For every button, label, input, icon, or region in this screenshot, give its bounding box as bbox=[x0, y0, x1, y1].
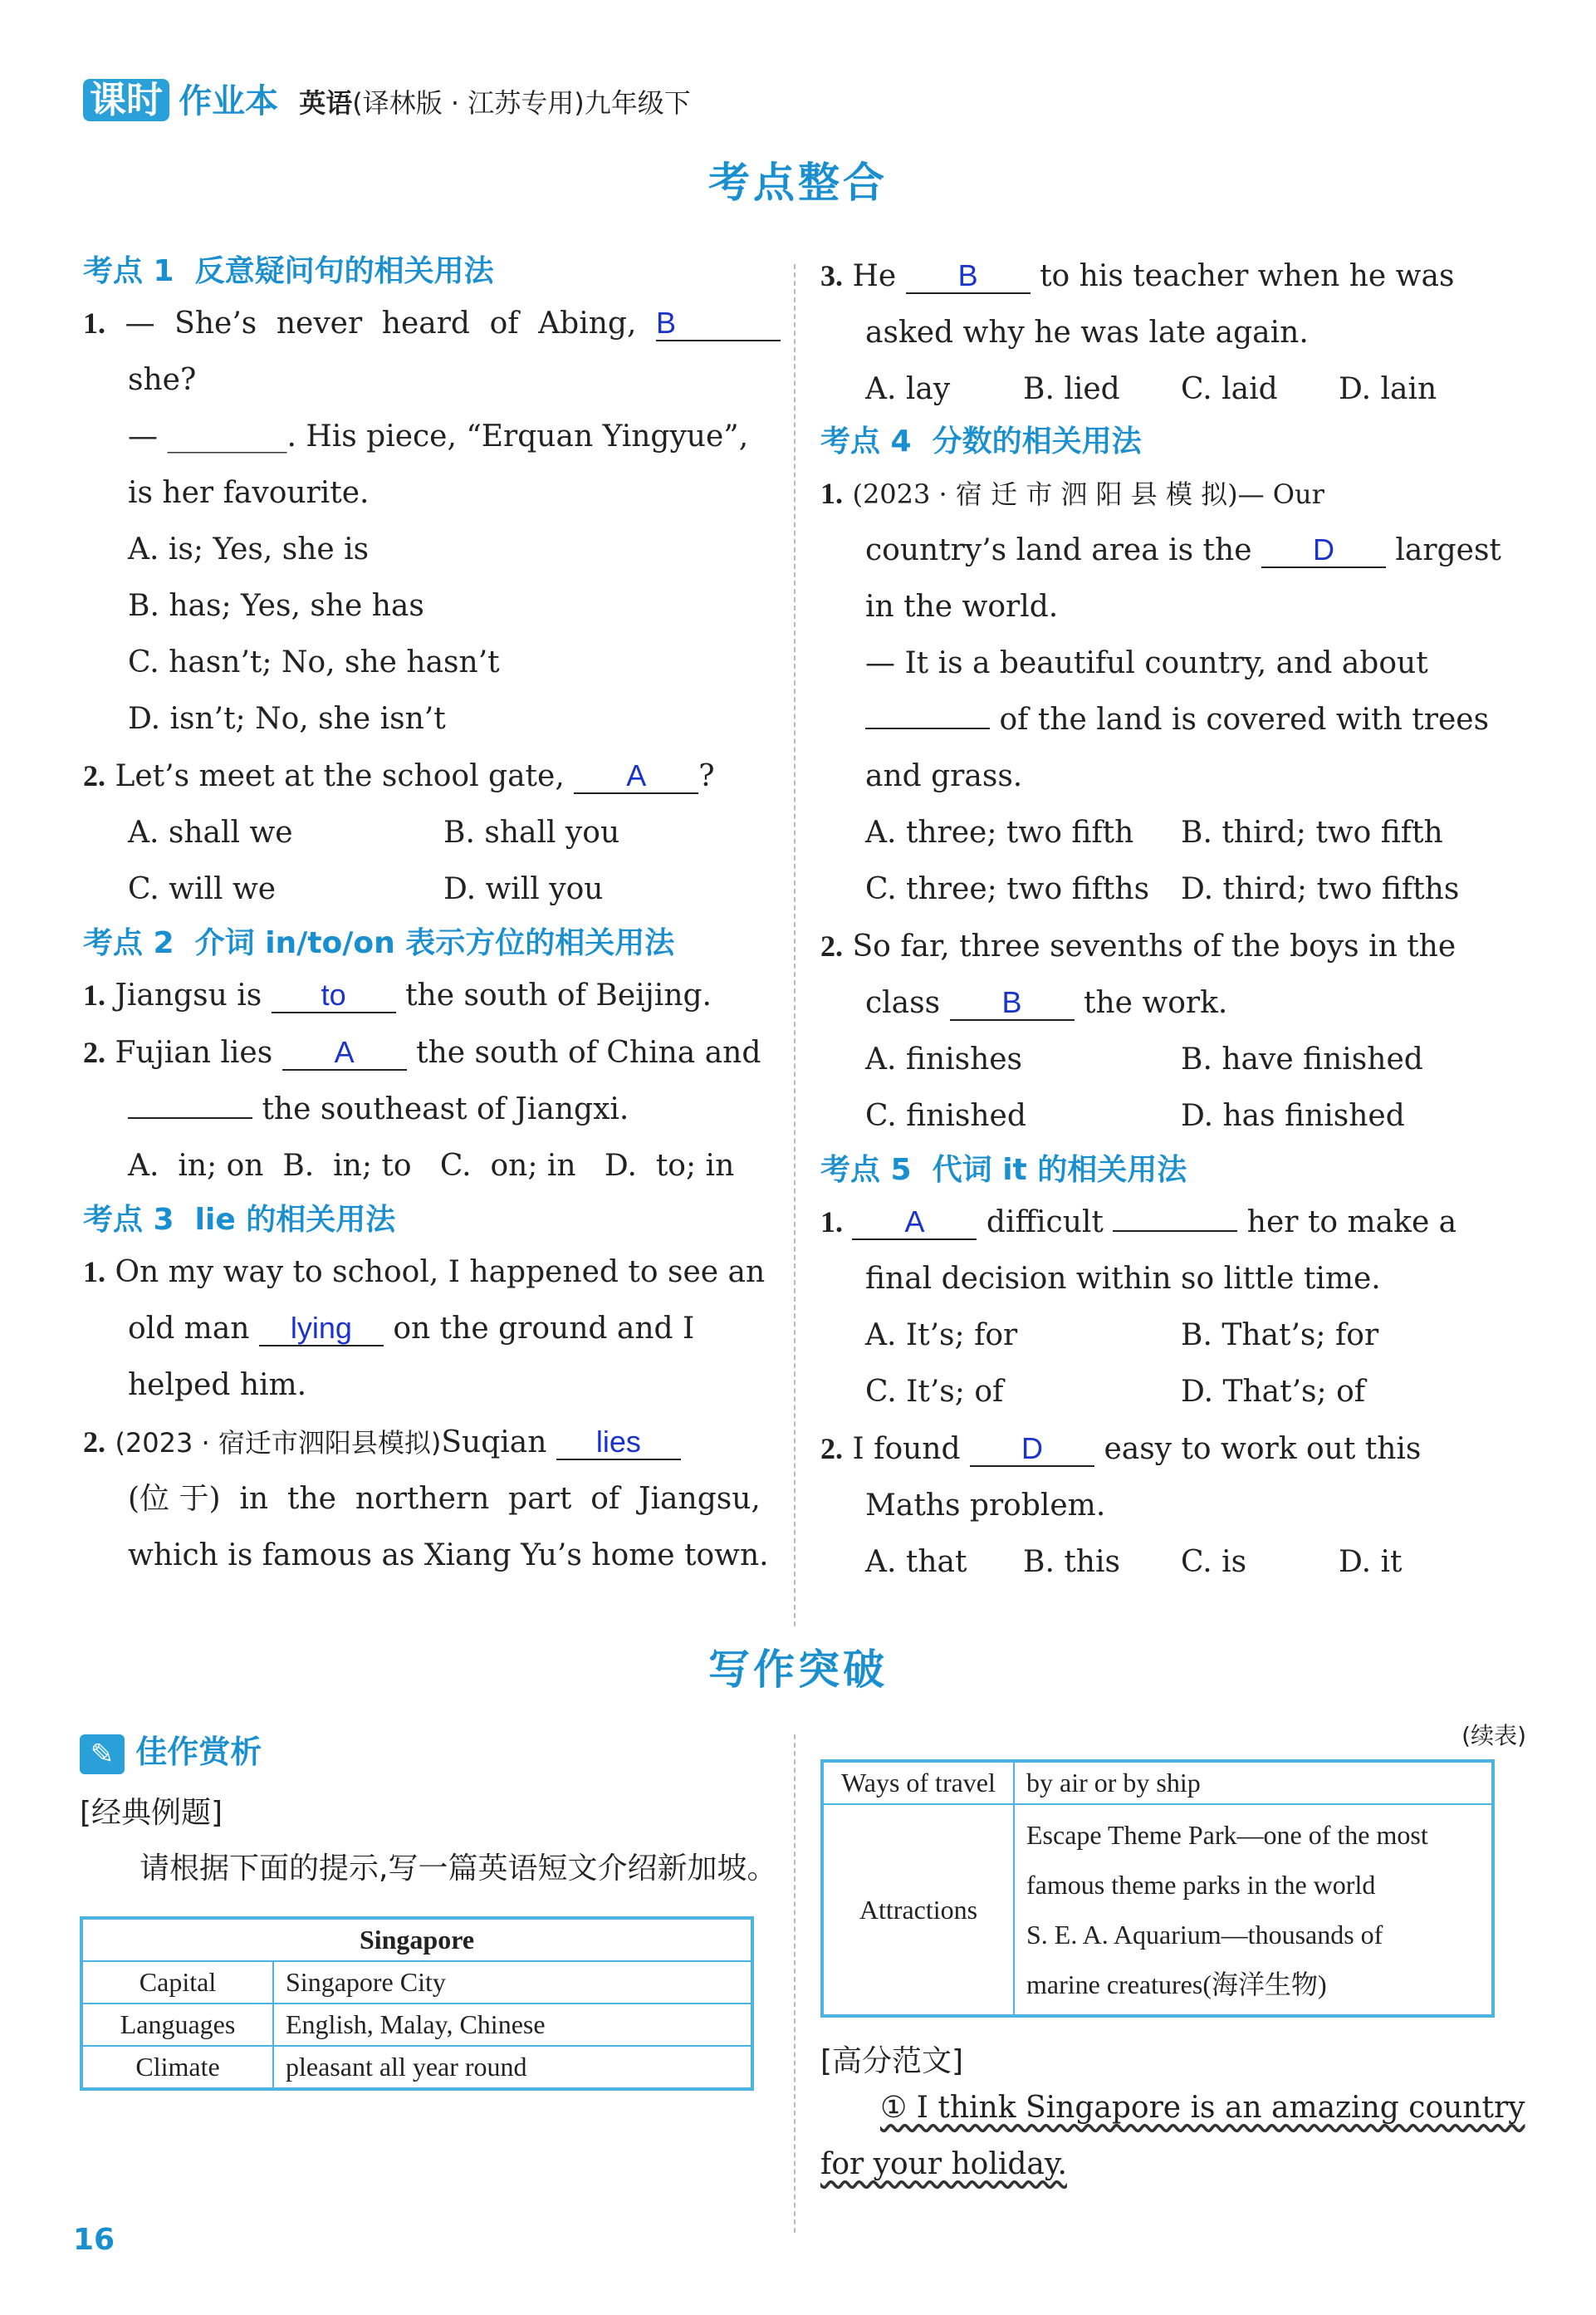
kp4-q2: 2. So far, three sevenths of the boys in the class B the work. A. finishes B. have finished C. finished D. has finished bbox=[820, 929, 1456, 1133]
brand-name: 作业本 bbox=[179, 82, 279, 120]
answer-blank-empty[interactable] bbox=[1113, 1230, 1237, 1232]
kp5-q1: 1. A difficult her to make a final decision within so little time. A. It’s; for B. That’s; for C. It’s; of D. That’s; of bbox=[820, 1204, 1457, 1409]
answer-blank-empty[interactable] bbox=[128, 1117, 252, 1119]
table-title: Singapore bbox=[81, 1918, 752, 1961]
section-title-kaodian: 考点整合 bbox=[708, 159, 888, 207]
table-row: Climate pleasant all year round bbox=[81, 2046, 752, 2089]
page-number: 16 bbox=[73, 2223, 115, 2257]
answer-blank[interactable]: lies bbox=[556, 1425, 681, 1460]
singapore-table-continued bbox=[820, 1759, 1495, 2018]
table-row: Ways of travel by air or by ship bbox=[822, 1761, 1493, 1804]
kp2-heading: 考点 2 介词 in/to/on 表示方位的相关用法 bbox=[83, 926, 675, 960]
answer-blank[interactable]: B bbox=[656, 307, 781, 341]
section-title-writing: 写作突破 bbox=[708, 1646, 888, 1694]
header bbox=[83, 75, 691, 125]
logo: 课时 bbox=[83, 79, 169, 121]
page bbox=[23, 23, 1573, 2299]
model-line-2: for your holiday. bbox=[820, 2147, 1067, 2181]
kp1-q2: 2. Let’s meet at the school gate, A ? A. shall we B. shall you C. will we D. will you bbox=[83, 758, 715, 906]
answer-blank[interactable]: B bbox=[950, 986, 1075, 1021]
answer-blank[interactable]: D bbox=[970, 1432, 1094, 1467]
appreciation-heading: ✎ 佳作赏析 bbox=[80, 1726, 777, 1774]
column-divider bbox=[794, 264, 796, 1626]
kp3-heading: 考点 3 lie 的相关用法 bbox=[83, 1203, 396, 1237]
answer-blank[interactable]: D bbox=[1261, 533, 1386, 568]
kp5-heading: 考点 5 代词 it 的相关用法 bbox=[820, 1153, 1187, 1187]
pen-icon: ✎ bbox=[80, 1734, 125, 1774]
continued-label: (续表) bbox=[1461, 1722, 1526, 1749]
writing-prompt: 请根据下面的提示,写一篇英语短文介绍新加坡。 bbox=[140, 1851, 777, 1886]
singapore-table bbox=[80, 1916, 754, 2091]
kp5-q2: 2. I found D easy to work out this Maths problem. A. that B. this C. is D. it bbox=[820, 1431, 1422, 1579]
example-label: [经典例题] bbox=[80, 1795, 223, 1830]
subject-line: 英语(译林版 · 江苏专用)九年级下 bbox=[299, 87, 691, 119]
left-column bbox=[83, 248, 781, 1584]
table-row: Attractions Escape Theme Park—one of the most famous theme parks in the world S. E. A. Aquarium—thousands of marine creatures(海洋生物) bbox=[822, 1804, 1493, 2016]
writing-left bbox=[80, 1726, 777, 2091]
answer-blank[interactable]: to bbox=[272, 978, 396, 1013]
answer-blank[interactable]: lying bbox=[259, 1312, 384, 1346]
right-column bbox=[820, 248, 1535, 1591]
kp2-q1: 1. Jiangsu is to the south of Beijing. bbox=[83, 978, 712, 1013]
kp1-q1: 1. — She’s never heard of Abing, B she? — ________. His piece, “Erquan Yingyue”, is her favourite. A. is; Yes, she is B. has; Yes, she has C. hasn’t; No, she hasn’t D. isn’t; No, she isn’t bbox=[83, 295, 781, 748]
kp3-q2: 2. (2023 · 宿迁市泗阳县模拟)Suqian lies (位 于) in the northern part of Jiangsu, which is famous as Xiang Yu’s home town. bbox=[83, 1425, 769, 1572]
answer-blank-empty[interactable] bbox=[865, 728, 990, 729]
kp4-q1: 1. (2023 · 宿 迁 市 泗 阳 县 模 拟)— Our country’s land area is the D largest in the world. — It is a beautiful country, and about of the land is covered with trees and grass. A. three; two fifth B. third; two fifth C. three; two fifths D. third; two fifths bbox=[820, 477, 1501, 906]
answer-blank[interactable]: A bbox=[852, 1205, 977, 1240]
right-q3: 3. He B to his teacher when he was asked why he was late again. A. lay B. lied C. laid D. lain bbox=[820, 258, 1455, 406]
model-line-1: ① I think Singapore is an amazing country bbox=[880, 2091, 1525, 2125]
kp1-heading: 考点 1 反意疑问句的相关用法 bbox=[83, 254, 494, 288]
table-row: Capital Singapore City bbox=[81, 1961, 752, 2004]
answer-blank[interactable]: A bbox=[574, 759, 698, 794]
answer-blank[interactable]: A bbox=[282, 1036, 407, 1071]
writing-right bbox=[820, 1718, 1526, 2193]
kp3-q1: 1. On my way to school, I happened to see an old man lying on the ground and I helped him. bbox=[83, 1255, 766, 1402]
kp2-q2: 2. Fujian lies A the south of China and the southeast of Jiangxi. A. in; on B. in; to C. on; in D. to; in bbox=[83, 1035, 761, 1183]
table-row: Languages English, Malay, Chinese bbox=[81, 2004, 752, 2046]
model-label: [高分范文] bbox=[820, 2044, 964, 2078]
kp4-heading: 考点 4 分数的相关用法 bbox=[820, 424, 1142, 459]
answer-blank[interactable]: B bbox=[906, 259, 1031, 294]
column-divider-2 bbox=[794, 1734, 796, 2233]
